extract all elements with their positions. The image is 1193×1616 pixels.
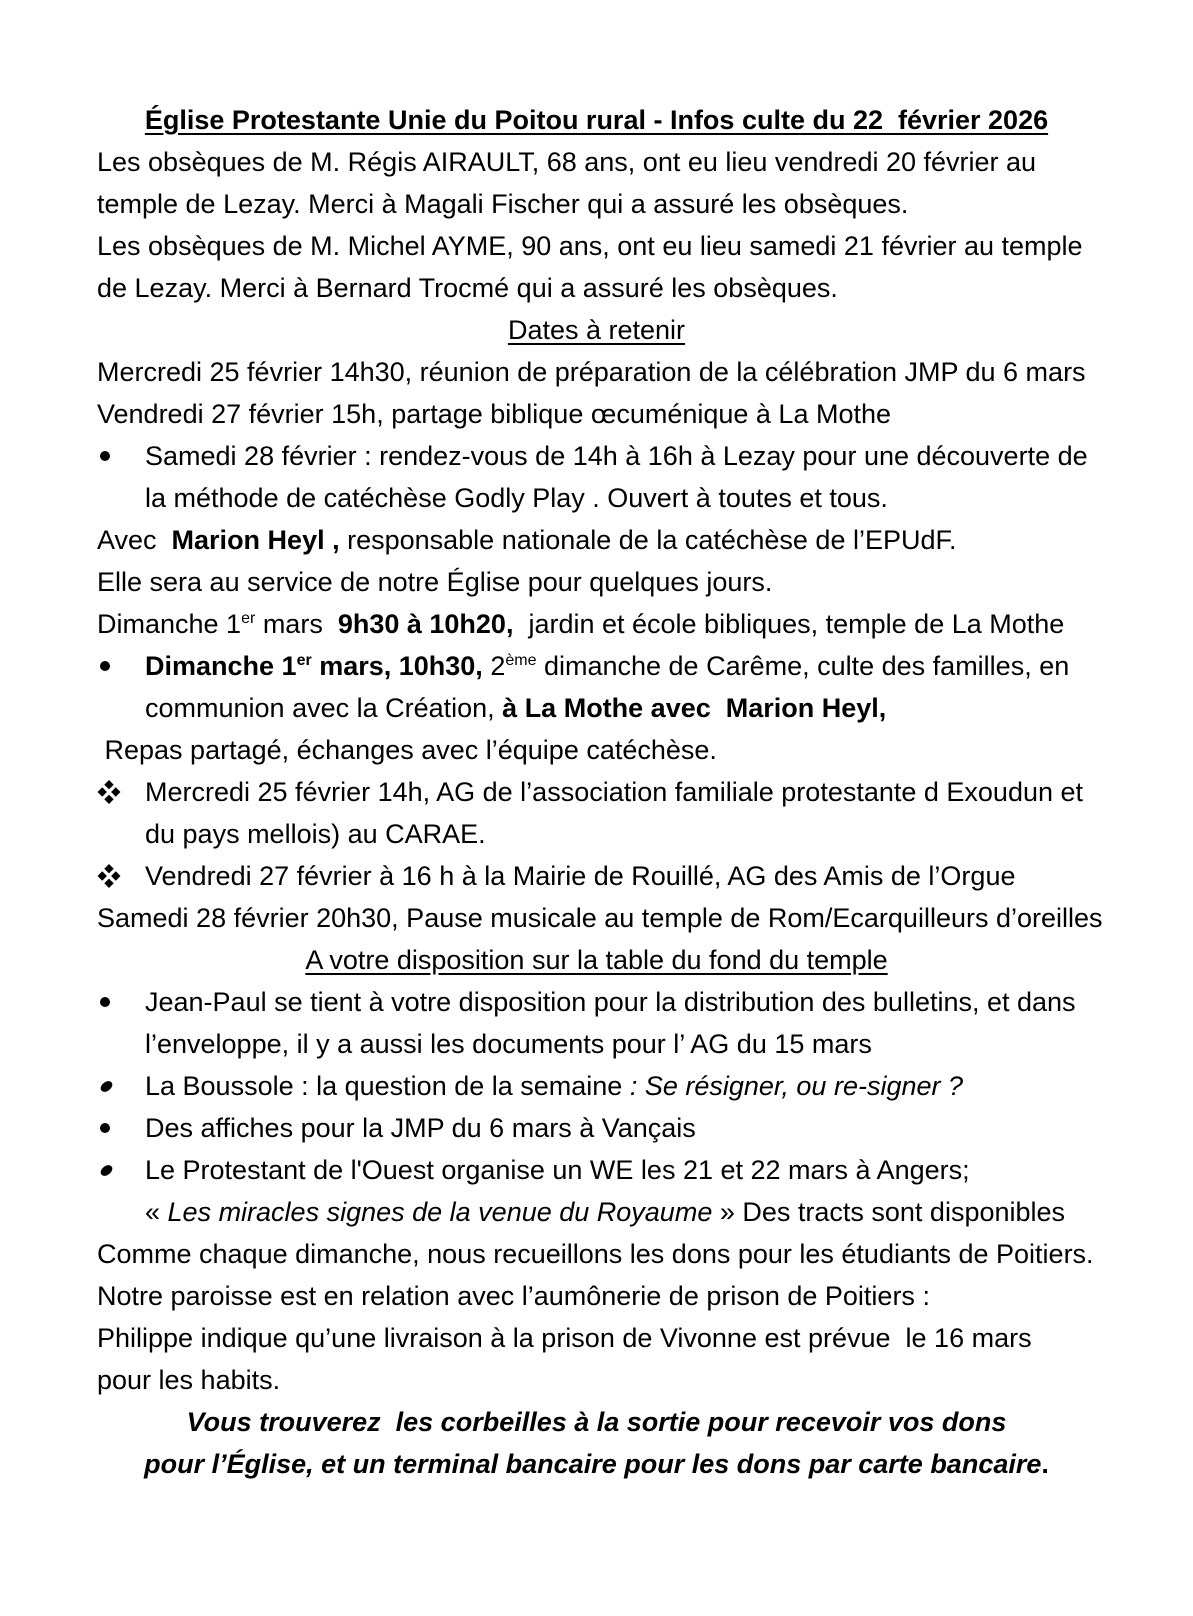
livraison-vivonne-line-2 xyxy=(97,1359,1096,1401)
section-heading-disposition xyxy=(97,939,1096,981)
bullet-dot-glyph xyxy=(100,451,110,461)
event-godly-play-line-1 xyxy=(97,435,1096,477)
obsequies-ayme-line-2 xyxy=(97,267,1096,309)
obsequies-airault-line-2 xyxy=(97,183,1096,225)
text-run: Philippe indique qu’une livraison à la prison de Vivonne est prévue le 16 mars xyxy=(97,1323,1032,1353)
bullet-dot-icon xyxy=(100,981,110,1023)
marion-heyl-intro xyxy=(97,519,1096,561)
text-run: Samedi 28 février : rendez-vous de 14h à 16h à Lezay pour une découverte de xyxy=(145,441,1088,471)
text-run: La Boussole : la question de la semaine xyxy=(145,1071,630,1101)
bullet-dot-glyph xyxy=(100,661,110,671)
text-run: mars xyxy=(255,609,338,639)
repas-partage xyxy=(97,729,1096,771)
text-run: mars, 10h30, xyxy=(311,651,483,681)
text-run: l’enveloppe, il y a aussi les documents pour l’ AG du 15 mars xyxy=(145,1029,872,1059)
text-run: Les obsèques de M. Michel AYME, 90 ans, ont eu lieu samedi 21 février au temple xyxy=(97,231,1083,261)
text-run: Les miracles signes de la venue du Royaume xyxy=(167,1197,713,1227)
marion-heyl-service xyxy=(97,561,1096,603)
heading-text: Dates à retenir xyxy=(507,315,686,345)
text-run: la méthode de catéchèse Godly Play . Ouvert à toutes et tous. xyxy=(145,483,888,513)
text-run: Marion Heyl , xyxy=(171,525,340,555)
text-run: 2 xyxy=(482,651,506,681)
text-run: de Lezay. Merci à Bernard Trocmé qui a assuré les obsèques. xyxy=(97,273,838,303)
text-run: Vous trouverez les corbeilles à la sortie pour recevoir vos dons xyxy=(186,1407,1007,1437)
item-bulletins-line-1 xyxy=(97,981,1096,1023)
item-affiches-jmp xyxy=(97,1107,1096,1149)
text-run: Vendredi 27 février 15h, partage biblique œcuménique à La Mothe xyxy=(97,399,892,429)
obsequies-ayme-line-1 xyxy=(97,225,1096,267)
event-godly-play-line-2 xyxy=(97,477,1096,519)
text-run: Vendredi 27 février à 16 h à la Mairie de Rouillé, AG des Amis de l’Orgue xyxy=(145,861,1016,891)
section-heading-dates xyxy=(97,309,1096,351)
item-bulletins-line-2 xyxy=(97,1023,1096,1065)
bullet-dot-icon xyxy=(100,645,110,687)
document-title xyxy=(97,99,1096,141)
aumonerie-prison xyxy=(97,1275,1096,1317)
text-run: Dimanche 1 xyxy=(97,609,242,639)
corbeilles-notice-line-1 xyxy=(97,1401,1096,1443)
event-ag-amis-orgue xyxy=(97,855,1096,897)
bullet-dot-glyph xyxy=(100,997,110,1007)
item-protestant-ouest-line-1 xyxy=(97,1149,1096,1191)
text-run: 9h30 à 10h20, xyxy=(337,609,514,639)
text-run: er xyxy=(241,610,256,627)
text-run: Mercredi 25 février 14h, AG de l’association familiale protestante d Exoudun et xyxy=(145,777,1084,807)
bullet-slant-glyph xyxy=(99,1078,115,1093)
text-run: « xyxy=(145,1197,168,1227)
text-run: Notre paroisse est en relation avec l’aumônerie de prison de Poitiers : xyxy=(97,1281,930,1311)
livraison-vivonne-line-1 xyxy=(97,1317,1096,1359)
event-jardin-biblique xyxy=(97,603,1096,645)
bullet-slant-glyph xyxy=(99,1162,115,1177)
text-run: Dimanche 1 xyxy=(145,651,297,681)
bullet-dot-icon xyxy=(100,1107,110,1149)
bullet-slant-icon xyxy=(100,1149,113,1191)
item-boussole xyxy=(97,1065,1096,1107)
corbeilles-notice-line-2 xyxy=(97,1443,1096,1485)
text-run: pour l’Église, et un terminal bancaire pour les dons par carte bancaire xyxy=(144,1449,1042,1479)
bullet-slant-icon xyxy=(100,1065,113,1107)
text-run: responsable nationale de la catéchèse de l’EPUdF. xyxy=(339,525,957,555)
heading-text: A votre disposition sur la table du fond du temple xyxy=(305,945,888,975)
text-run: er xyxy=(296,652,312,669)
item-protestant-ouest-line-2 xyxy=(97,1191,1096,1233)
text-run: communion avec la Création, xyxy=(145,693,503,723)
text-run: Avec xyxy=(97,525,172,555)
title-text: Église Protestante Unie du Poitou rural - Infos culte du 22 février 2026 xyxy=(144,105,1049,135)
event-partage-biblique xyxy=(97,393,1096,435)
event-ag-association-line-1 xyxy=(97,771,1096,813)
bullet-dot-glyph xyxy=(100,1123,110,1133)
text-run: jardin et école bibliques, temple de La Mothe xyxy=(513,609,1065,639)
text-run: dimanche de Carême, culte des familles, en xyxy=(536,651,1070,681)
text-run: à La Mothe avec Marion Heyl, xyxy=(502,693,887,723)
text-run: . xyxy=(1041,1449,1049,1479)
event-reunion-jmp xyxy=(97,351,1096,393)
event-ag-association-line-2 xyxy=(97,813,1096,855)
text-run: : Se résigner, ou re-signer ? xyxy=(629,1071,964,1101)
event-pause-musicale xyxy=(97,897,1103,939)
event-culte-familles-line-2 xyxy=(97,687,1096,729)
text-run: Des affiches pour la JMP du 6 mars à Vançais xyxy=(145,1113,696,1143)
text-run: ème xyxy=(505,652,537,669)
text-run: Elle sera au service de notre Église pour quelques jours. xyxy=(97,567,773,597)
bullet-diamond-icon xyxy=(97,855,121,897)
text-run: Repas partagé, échanges avec l’équipe catéchèse. xyxy=(97,735,717,765)
text-run: Le Protestant de l'Ouest organise un WE les 21 et 22 mars à Angers; xyxy=(145,1155,970,1185)
obsequies-airault-line-1 xyxy=(97,141,1096,183)
text-run: Les obsèques de M. Régis AIRAULT, 68 ans, ont eu lieu vendredi 20 février au xyxy=(97,147,1037,177)
bullet-diamond-icon xyxy=(97,771,121,813)
text-run: du pays mellois) au CARAE. xyxy=(145,819,486,849)
text-run: temple de Lezay. Merci à Magali Fischer qui a assuré les obsèques. xyxy=(97,189,909,219)
bullet-dot-icon xyxy=(100,435,110,477)
event-culte-familles-line-1 xyxy=(97,645,1096,687)
text-run: Samedi 28 février 20h30, Pause musicale au temple de Rom/Ecarquilleurs d’oreilles xyxy=(97,903,1103,933)
text-run: » Des tracts sont disponibles xyxy=(712,1197,1066,1227)
text-run: Mercredi 25 février 14h30, réunion de préparation de la célébration JMP du 6 mars xyxy=(97,357,1086,387)
text-run: Comme chaque dimanche, nous recueillons les dons pour les étudiants de Poitiers. xyxy=(97,1239,1094,1269)
text-run: pour les habits. xyxy=(97,1365,281,1395)
dons-etudiants xyxy=(97,1233,1096,1275)
text-run: Jean-Paul se tient à votre disposition pour la distribution des bulletins, et dans xyxy=(145,987,1076,1017)
